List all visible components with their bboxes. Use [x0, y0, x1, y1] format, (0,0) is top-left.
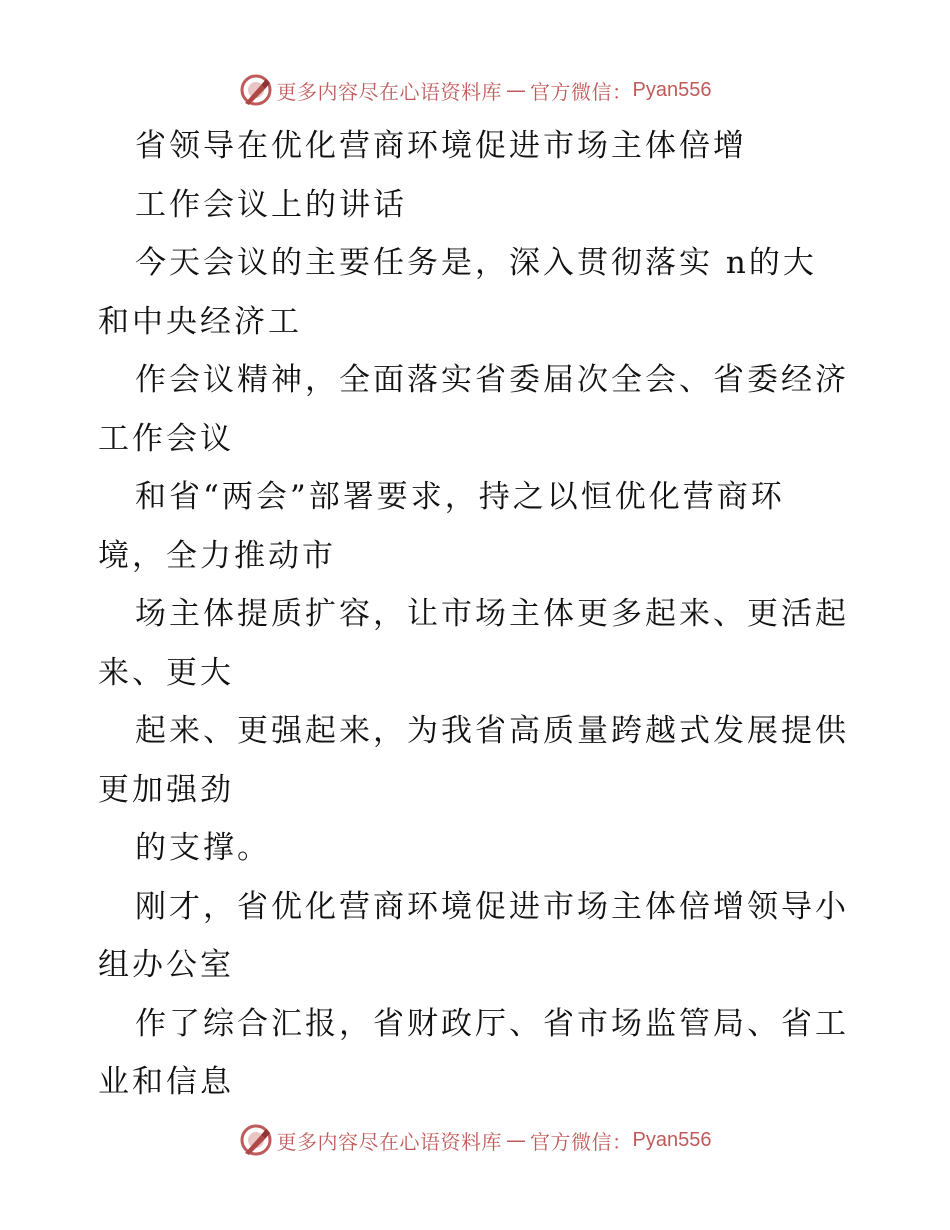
body-line: 作会议精神，全面落实省委届次全会、省委经济 — [135, 362, 849, 398]
watermark-wechat-id: Pyan556 — [632, 78, 712, 101]
watermark-banner-bottom — [0, 1120, 950, 1160]
watermark-banner-top — [0, 70, 950, 110]
watermark-wechat-label: 官方微信： — [530, 79, 633, 104]
watermark-wechat-label: 官方微信： — [530, 1129, 633, 1154]
body-line: 作了综合汇报，省财政厅、省市场监管局、省工 — [135, 1005, 849, 1042]
body-line: 和省“两会”部署要求，持之以恒优化营商环 — [135, 479, 785, 515]
body-line: 境，全力推动市 — [98, 537, 336, 574]
title-line-1: 省领导在优化营商环境促进市场主体倍增 — [135, 128, 747, 164]
body-line: 业和信息 — [98, 1064, 234, 1100]
pen-logo-icon — [239, 1123, 273, 1157]
pen-logo-icon — [239, 73, 273, 107]
watermark-wechat-id: Pyan556 — [632, 1128, 712, 1151]
watermark-separator: — — [506, 1128, 527, 1152]
body-line: 的支撑。 — [135, 830, 271, 866]
body-line: 起来、更强起来，为我省高质量跨越式发展提供 — [135, 713, 849, 749]
watermark-text: 更多内容尽在心语资料库 — [276, 1129, 503, 1154]
body-line: 和中央经济工 — [98, 303, 302, 340]
body-line: 工作会议 — [98, 420, 234, 457]
title-line-2: 工作会议上的讲话 — [135, 186, 407, 223]
body-line: 刚才，省优化营商环境促进市场主体倍增领导小 — [135, 888, 849, 925]
body-line: 今天会议的主要任务是，深入贯彻落实 n的大 — [135, 245, 817, 281]
body-line: 来、更大 — [98, 654, 234, 691]
body-line: 场主体提质扩容，让市场主体更多起来、更活起 — [135, 596, 849, 632]
body-line: 组办公室 — [98, 947, 234, 983]
document-body — [98, 117, 868, 1112]
body-line: 更加强劲 — [98, 771, 234, 808]
watermark-separator: — — [506, 78, 527, 102]
watermark-text: 更多内容尽在心语资料库 — [276, 79, 503, 104]
